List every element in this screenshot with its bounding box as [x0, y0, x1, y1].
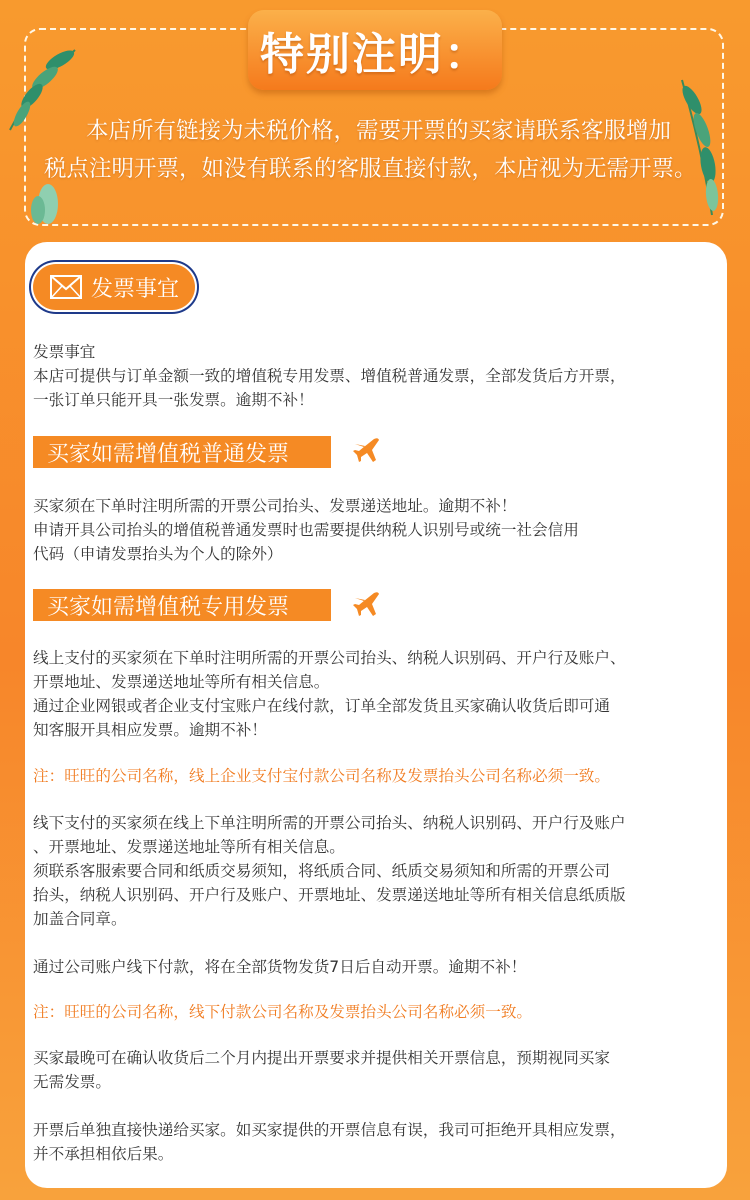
special-online-line: 通过企业网银或者企业支付宝账户在线付款，订单全部发货且买家确认收货后即可通: [33, 697, 610, 715]
delivery-paragraph: [33, 1118, 713, 1166]
general-line: 申请开具公司抬头的增值税普通发票时也需要提供纳税人识别号或统一社会信用: [33, 521, 579, 539]
general-line: 买家须在下单时注明所需的开票公司抬头、发票递送地址。逾期不补！: [33, 497, 517, 515]
special-online-paragraph: [33, 646, 713, 742]
deadline-line: 买家最晚可在确认收货后二个月内提出开票要求并提供相关开票信息，预期视同买家: [33, 1049, 610, 1067]
special-offline-line: 、开票地址、发票递送地址等所有相关信息。: [33, 838, 345, 856]
special-offline-paragraph: [33, 811, 713, 931]
intro-line: 一张订单只能开具一张发票。逾期不补！: [33, 391, 314, 409]
special-offline-line: 加盖合同章。: [33, 910, 127, 928]
notice-title-tab: [248, 10, 502, 90]
invoice-badge: [33, 264, 195, 310]
airplane-icon: [352, 590, 384, 620]
special-offline-line: 抬头，纳税人识别码、开户行及账户、开票地址、发票递送地址等所有相关信息纸质版: [33, 886, 626, 904]
section-special-title: 买家如需增值税专用发票: [47, 594, 290, 620]
special-offline-line: 须联系客服索要合同和纸质交易须知，将纸质合同、纸质交易须知和所需的开票公司: [33, 862, 610, 880]
general-line: 代码（申请发票抬头为个人的除外）: [33, 545, 283, 563]
transfer-paragraph: [33, 955, 713, 979]
section-special-title-bar: [33, 589, 331, 621]
note-offline-text: 注：旺旺的公司名称，线下付款公司名称及发票抬头公司名称必须一致。: [33, 1003, 533, 1021]
intro-line: 发票事宜: [33, 343, 96, 361]
intro-paragraph: [33, 340, 713, 412]
deadline-line: 无需发票。: [33, 1073, 111, 1091]
envelope-icon: [49, 274, 83, 300]
notice-line-2: 税点注明开票，如没有联系的客服直接付款，本店视为无需开票。: [44, 156, 697, 182]
section-general-title: 买家如需增值税普通发票: [47, 441, 290, 467]
note-online-text: 注：旺旺的公司名称，线上企业支付宝付款公司名称及发票抬头公司名称必须一致。: [33, 767, 610, 785]
notice-line-1: 本店所有链接为未税价格，需要开票的买家请联系客服增加: [86, 118, 672, 144]
deadline-paragraph: [33, 1046, 713, 1094]
delivery-line: 开票后单独直接快递给买家。如买家提供的开票信息有误，我司可拒绝开具相应发票，: [33, 1121, 626, 1139]
special-offline-line: 线下支付的买家须在线上下单注明所需的开票公司抬头、纳税人识别码、开户行及账户: [33, 814, 626, 832]
notice-text: [44, 112, 724, 188]
note-online: [33, 764, 713, 788]
invoice-badge-label: 发票事宜: [91, 276, 180, 302]
section-general-paragraph: [33, 494, 713, 566]
special-online-line: 线上支付的买家须在下单时注明所需的开票公司抬头、纳税人识别码、开户行及账户、: [33, 649, 626, 667]
airplane-icon: [352, 436, 384, 466]
section-general-title-bar: [33, 436, 331, 468]
special-online-line: 知客服开具相应发票。逾期不补！: [33, 721, 267, 739]
transfer-text: 通过公司账户线下付款，将在全部货物发货7日后自动开票。逾期不补！: [33, 958, 527, 976]
intro-line: 本店可提供与订单金额一致的增值税专用发票、增值税普通发票，全部发货后方开票，: [33, 367, 626, 385]
delivery-line: 并不承担相依后果。: [33, 1145, 174, 1163]
note-offline: [33, 1000, 713, 1024]
special-online-line: 开票地址、发票递送地址等所有相关信息。: [33, 673, 330, 691]
notice-title: 特别注明：: [260, 29, 490, 80]
